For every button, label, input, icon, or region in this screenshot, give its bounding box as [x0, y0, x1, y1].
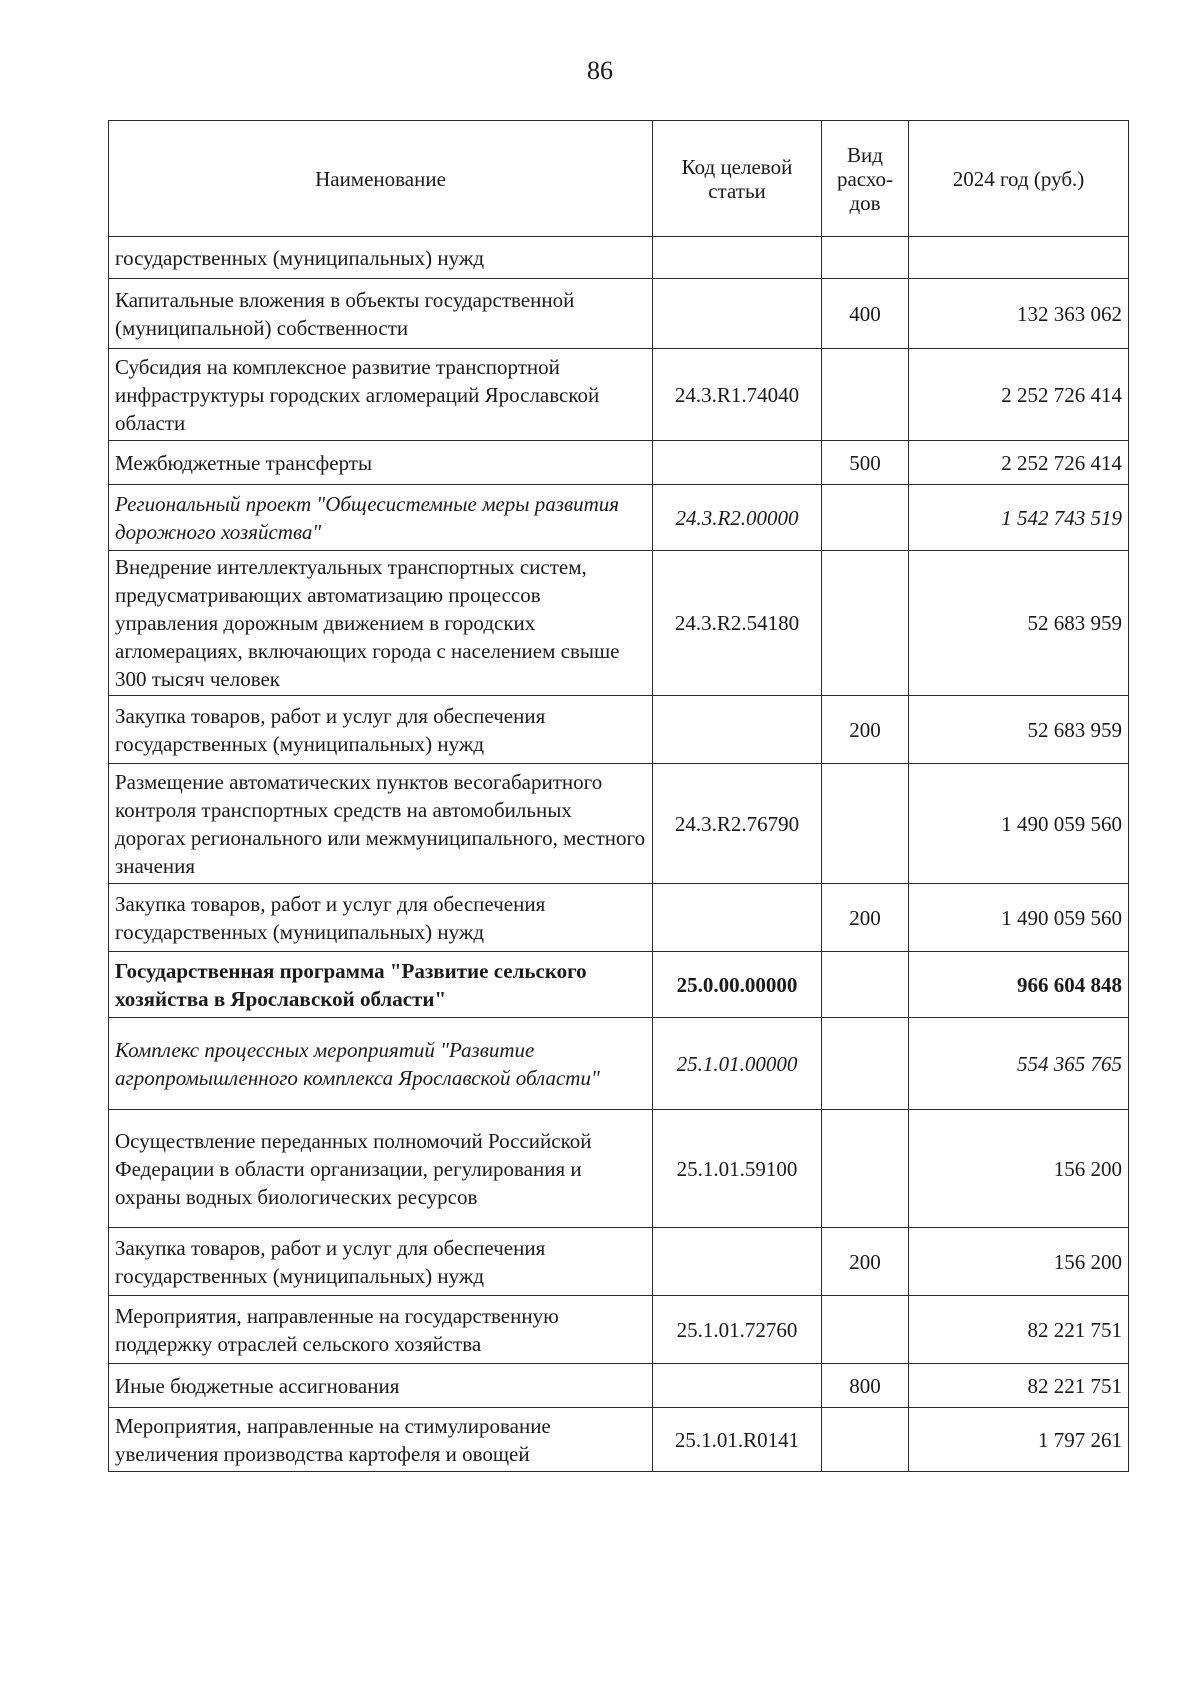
- cell-sum: [909, 237, 1129, 279]
- cell-sum: 52 683 959: [909, 551, 1129, 696]
- cell-sum: 2 252 726 414: [909, 441, 1129, 485]
- cell-kind: [822, 1110, 909, 1228]
- table-row: [109, 551, 1129, 696]
- cell-code: [653, 1364, 822, 1408]
- cell-code: 24.3.R2.76790: [653, 764, 822, 884]
- header-sum: 2024 год (руб.): [909, 121, 1129, 237]
- cell-name: Размещение автоматических пунктов весогабаритного контроля транспортных средств на автомобильных дорогах регионального или межмуниципального, местного значения: [109, 764, 653, 884]
- header-kind: Вид расхо-дов: [822, 121, 909, 237]
- cell-code: [653, 237, 822, 279]
- table-row: [109, 1228, 1129, 1296]
- table-row: [109, 884, 1129, 952]
- cell-kind: 500: [822, 441, 909, 485]
- cell-code: [653, 884, 822, 952]
- cell-sum: 52 683 959: [909, 696, 1129, 764]
- cell-code: [653, 1228, 822, 1296]
- table-row: [109, 1296, 1129, 1364]
- cell-name: Региональный проект "Общесистемные меры развития дорожного хозяйства": [109, 485, 653, 551]
- cell-kind: [822, 1408, 909, 1472]
- cell-sum: 1 490 059 560: [909, 764, 1129, 884]
- table-row: [109, 764, 1129, 884]
- table-row: [109, 1408, 1129, 1472]
- cell-sum: 156 200: [909, 1228, 1129, 1296]
- cell-sum: 82 221 751: [909, 1364, 1129, 1408]
- cell-name: Комплекс процессных мероприятий "Развитие агропромышленного комплекса Ярославской области": [109, 1018, 653, 1110]
- cell-kind: [822, 1018, 909, 1110]
- cell-code: [653, 696, 822, 764]
- table-row: [109, 485, 1129, 551]
- cell-code: 25.1.01.00000: [653, 1018, 822, 1110]
- cell-kind: [822, 764, 909, 884]
- cell-name: Мероприятия, направленные на государственную поддержку отраслей сельского хозяйства: [109, 1296, 653, 1364]
- cell-name: Капитальные вложения в объекты государственной (муниципальной) собственности: [109, 279, 653, 349]
- cell-kind: 400: [822, 279, 909, 349]
- cell-kind: 800: [822, 1364, 909, 1408]
- cell-kind: [822, 1296, 909, 1364]
- cell-kind: [822, 237, 909, 279]
- cell-kind: [822, 349, 909, 441]
- cell-name: Межбюджетные трансферты: [109, 441, 653, 485]
- cell-sum: 156 200: [909, 1110, 1129, 1228]
- budget-table: [108, 120, 1129, 1472]
- table-row: [109, 1364, 1129, 1408]
- cell-code: 25.1.01.72760: [653, 1296, 822, 1364]
- cell-name: Закупка товаров, работ и услуг для обеспечения государственных (муниципальных) нужд: [109, 1228, 653, 1296]
- cell-sum: 82 221 751: [909, 1296, 1129, 1364]
- cell-sum: 966 604 848: [909, 952, 1129, 1018]
- cell-kind: 200: [822, 1228, 909, 1296]
- cell-sum: 2 252 726 414: [909, 349, 1129, 441]
- table-body: [109, 237, 1129, 1472]
- cell-sum: 1 490 059 560: [909, 884, 1129, 952]
- cell-name: Внедрение интеллектуальных транспортных систем, предусматривающих автоматизацию процессов управления дорожным движением в городских агломерациях, включающих города с населением свыше 300 тысяч человек: [109, 551, 653, 696]
- cell-kind: [822, 952, 909, 1018]
- cell-name: Государственная программа "Развитие сельского хозяйства в Ярославской области": [109, 952, 653, 1018]
- cell-sum: 1 542 743 519: [909, 485, 1129, 551]
- table-row: [109, 279, 1129, 349]
- table-row: [109, 349, 1129, 441]
- header-name: Наименование: [109, 121, 653, 237]
- cell-code: 25.1.01.59100: [653, 1110, 822, 1228]
- cell-code: 25.1.01.R0141: [653, 1408, 822, 1472]
- table-row: [109, 1018, 1129, 1110]
- cell-name: Иные бюджетные ассигнования: [109, 1364, 653, 1408]
- cell-code: 24.3.R2.54180: [653, 551, 822, 696]
- cell-name: Субсидия на комплексное развитие транспортной инфраструктуры городских агломераций Ярославской области: [109, 349, 653, 441]
- header-code: Код целевой статьи: [653, 121, 822, 237]
- cell-code: [653, 441, 822, 485]
- cell-sum: 1 797 261: [909, 1408, 1129, 1472]
- cell-kind: 200: [822, 696, 909, 764]
- page-number: 86: [587, 56, 613, 85]
- cell-code: 24.3.R2.00000: [653, 485, 822, 551]
- table-row: [109, 237, 1129, 279]
- cell-code: [653, 279, 822, 349]
- cell-code: 25.0.00.00000: [653, 952, 822, 1018]
- cell-name: Закупка товаров, работ и услуг для обеспечения государственных (муниципальных) нужд: [109, 884, 653, 952]
- cell-kind: [822, 485, 909, 551]
- cell-name: Осуществление переданных полномочий Российской Федерации в области организации, регулирования и охраны водных биологических ресурсов: [109, 1110, 653, 1228]
- table-row: [109, 696, 1129, 764]
- cell-code: 24.3.R1.74040: [653, 349, 822, 441]
- cell-kind: [822, 551, 909, 696]
- header-row: [109, 121, 1129, 237]
- cell-sum: 132 363 062: [909, 279, 1129, 349]
- table-header: [109, 121, 1129, 237]
- cell-name: Закупка товаров, работ и услуг для обеспечения государственных (муниципальных) нужд: [109, 696, 653, 764]
- cell-sum: 554 365 765: [909, 1018, 1129, 1110]
- cell-kind: 200: [822, 884, 909, 952]
- cell-name: Мероприятия, направленные на стимулирование увеличения производства картофеля и овощей: [109, 1408, 653, 1472]
- table-row: [109, 952, 1129, 1018]
- cell-name: государственных (муниципальных) нужд: [109, 237, 653, 279]
- table-row: [109, 1110, 1129, 1228]
- table-row: [109, 441, 1129, 485]
